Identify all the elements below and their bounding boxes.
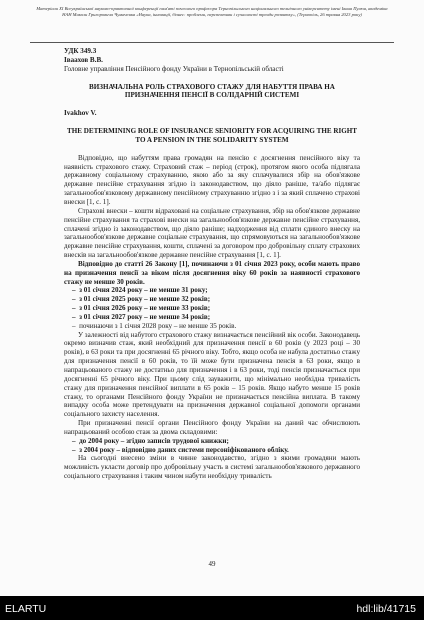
handle-id[interactable]: hdl:lib/41715 <box>356 603 416 615</box>
list-item: – з 01 січня 2026 року – не менше 33 років; <box>72 304 211 313</box>
repository-footer <box>0 596 424 620</box>
page-number: 49 <box>208 560 216 568</box>
list-item: – починаючи з 1 січня 2028 року – не менше 35 років. <box>72 321 237 330</box>
author-ua: Іваахов В.В. <box>64 55 103 64</box>
list-item: – з 2004 року – відповідно даних системи персоніфікованого обліку. <box>72 445 289 454</box>
title-en: THE DETERMINING ROLE OF INSURANCE SENIORITY FOR ACQUIRING THE RIGHT TO A PENSION IN THE SOLIDARITY SYSTEM <box>66 127 358 144</box>
paragraph-2: Страхові внески – кошти відраховані на соціальне страхування, збір на обов'язкове державне пенсійне страхування та страхові внески на загальнообов'язкове державне пенсійне страхування, сплачені згідно із законодавством, що діяло раніше; надходження від сплати єдиного внеску на загальнообов'язкове державне соціальне страхування, що спрямовуються на загальнообов'язкове державне пенсійне страхування, кошти, сплачені за договором про добровільну сплату страхових внесків на загальнообов'язкове державне пенсійне страхування [1, с. 1]. <box>64 206 360 260</box>
paragraph-4: У залежності від набутого страхового стажу визначається пенсійний вік особи. Законодавець окремо визначив стаж, який необхідний для призначення пенсії в 60 років (у 2023 році – 30 років), в 63 роки та при досягненні 65 річного віку. Тобто, якщо особа не набула достатньо стажу для призначення пенсії в 60 років, то їй може бути призначена пенсія в 63 роки, якщо в напрацьованого стажу не достатньо для призначення і в 63 роки, тоді пенсія призначається при досягненні 65 річного віку. При цьому слід зауважити, що мінімально необхідна тривалість стажу для призначення пенсійної виплати в 65 років – 15 років. Якщо набуто менше 15 років стажу, то органами Пенсійного фонду України не призначається пенсійна виплата. В такому випадку особа може претендувати на призначення державної соціальної допомоги органами соціального захисту населення. <box>64 330 360 419</box>
list-item: – до 2004 року – згідно записів трудової книжки; <box>72 436 229 445</box>
title-ua: ВИЗНАЧАЛЬНА РОЛЬ СТРАХОВОГО СТАЖУ ДЛЯ НАБУТТЯ ПРАВА НА ПРИЗНАЧЕННЯ ПЕНСІЇ В СОЛІДАРНІЙ СИСТЕМІ <box>89 82 335 100</box>
header-divider <box>30 42 394 43</box>
paragraph-6: На сьогодні внесено зміни в чинне законодавство, згідно з якими громадяни мають можливість укласти договір про добровільну участь в системі загальнообов'язкового державного соціального страхування і таким чином набути необхідну тривалість <box>64 454 360 481</box>
affiliation: Головне управління Пенсійного фонду України в Тернопільській області <box>64 64 284 73</box>
paragraph-1: Відповідно, що набуттям права громадян на пенсію є досягнення пенсійного віку та наявність страхового стажу. Страховий стаж – період (строк), протягом якого особа підлягала державному соціальному страхуванню, якою або за яку сплачувалися збір на обов'язкове державне пенсійне страхування згідно із законодавством, що діяло раніше, та/або підлягає загальнообов'язковому державному пенсійному страхуванню згідно з і за який сплачено страхові внески [1, с. 1]. <box>64 153 360 206</box>
list-item: – з 01 січня 2025 року – не менше 32 років; <box>72 295 211 304</box>
paragraph-3: Відповідно до статті 26 Закону [1], починаючи з 01 січня 2023 року, особи мають право на призначення пенсії за віком після досягнення віку 60 років за наявності страхового стажу не менше 30 років. <box>64 259 360 286</box>
article-body <box>64 47 360 481</box>
udc-code: УДК 349.3 <box>64 47 97 55</box>
list-item: – з 01 січня 2024 року – не менше 31 року; <box>72 286 208 295</box>
author-en: Ivakhov V. <box>64 109 97 118</box>
list-item: – з 01 січня 2027 року – не менше 34 років; <box>72 312 211 321</box>
repository-name[interactable]: ELARTU <box>5 603 47 615</box>
conference-header: Матеріали XI Всеукраїнської науково-практичної конференції пам'яті почесного професора Тернопільського національного технічного університету імені Івана Пулюя, академіка НАН Миколи Григоровича Чумаченка «Наука, інновації, бізнес: проблеми, перспективи і сучасності тренди розвитку», (Тернопіль, 26 травня 2023 року) <box>36 6 388 17</box>
paragraph-5: При призначенні пенсії органи Пенсійного фонду України на даний час обчислюють напрацьований особою стаж за двома складовими: <box>64 419 360 436</box>
